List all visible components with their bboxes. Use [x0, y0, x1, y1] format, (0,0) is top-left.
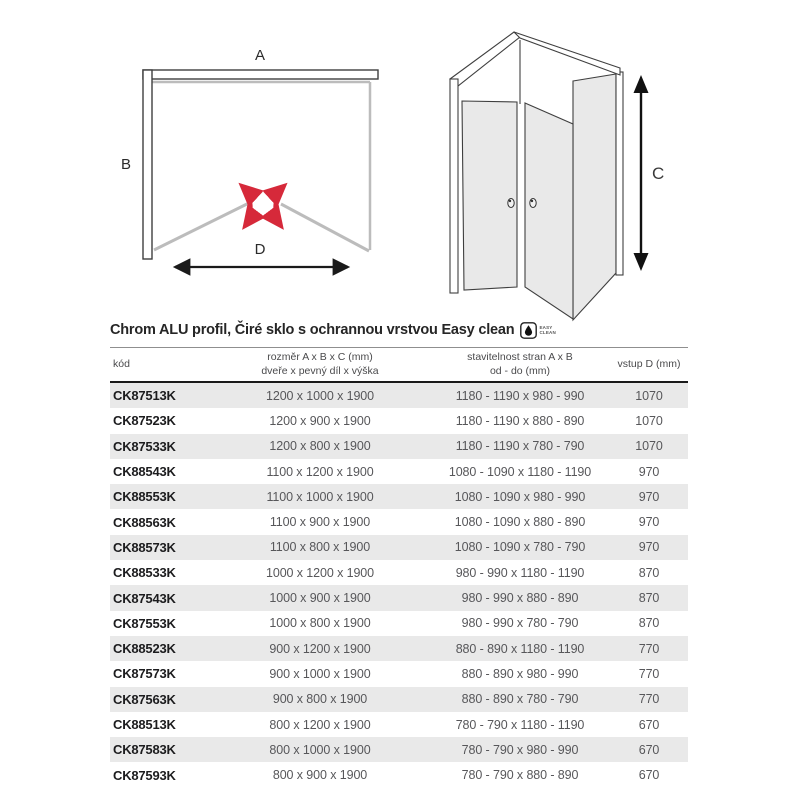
- cell-size: 1200 x 900 x 1900: [269, 413, 371, 428]
- left-wall-profile: [143, 70, 152, 259]
- cell-size: 1100 x 1200 x 1900: [266, 464, 374, 479]
- cell-code: CK87593K: [113, 767, 176, 783]
- cell-entry: 770: [638, 641, 660, 656]
- table-row: [110, 560, 688, 585]
- cell-size: 900 x 1200 x 1900: [269, 641, 371, 656]
- cell-adjust: 980 - 990 x 780 - 790: [461, 616, 579, 631]
- door-handle-left-dot: [509, 200, 511, 202]
- cell-entry: 670: [638, 717, 660, 732]
- side-panel: [573, 74, 616, 320]
- easy-clean-badge-text: [539, 325, 556, 335]
- cell-code: CK87563K: [113, 691, 176, 707]
- table-row: [110, 509, 688, 534]
- page-title: Chrom ALU profil, Čiré sklo s ochrannou vrstvou Easy clean: [110, 322, 515, 338]
- label-b: B: [120, 156, 132, 173]
- cell-size: 1100 x 900 x 1900: [269, 515, 371, 530]
- cell-code: CK87583K: [113, 742, 176, 758]
- cell-code: CK88513K: [113, 717, 176, 732]
- cell-code: CK87553K: [113, 615, 176, 631]
- cell-adjust: 980 - 990 x 880 - 890: [461, 591, 579, 606]
- door-handle-right-dot: [531, 200, 533, 202]
- cell-adjust: 1080 - 1090 x 780 - 790: [454, 540, 586, 555]
- table-row: [110, 762, 688, 787]
- cell-entry: 770: [638, 666, 660, 681]
- table-row: [110, 408, 688, 433]
- cell-adjust: 1080 - 1090 x 1180 - 1190: [448, 464, 592, 479]
- cell-size: 1100 x 1000 x 1900: [266, 489, 374, 504]
- header-adjustability-line2: od - do (mm): [489, 364, 551, 377]
- cell-adjust: 880 - 890 x 1180 - 1190: [455, 641, 585, 656]
- front-view-diagram: [430, 18, 670, 340]
- water-drop-icon: [520, 322, 537, 339]
- header-size-line1: rozměr A x B x C (mm): [267, 350, 373, 363]
- cell-entry: 970: [638, 515, 660, 530]
- cell-entry: 670: [638, 742, 660, 757]
- table-row: [110, 434, 688, 459]
- cell-entry: 1070: [635, 413, 663, 428]
- cell-adjust: 1180 - 1190 x 980 - 990: [455, 388, 585, 403]
- cell-entry: 970: [638, 464, 660, 479]
- cell-adjust: 1080 - 1090 x 980 - 990: [454, 489, 586, 504]
- easy-clean-badge: [520, 322, 556, 339]
- cell-adjust: 1080 - 1090 x 880 - 890: [454, 515, 586, 530]
- spec-table: [110, 347, 688, 788]
- cell-code: CK87573K: [113, 666, 176, 682]
- door-right-line: [281, 204, 369, 251]
- header-adjustability-line1: stavitelnost stran A x B: [467, 350, 573, 363]
- left-profile: [450, 79, 458, 293]
- label-a: A: [254, 47, 266, 64]
- table-row: [110, 535, 688, 560]
- cell-code: CK88543K: [113, 464, 176, 480]
- cell-size: 900 x 1000 x 1900: [269, 666, 371, 681]
- dimension-c-arrowhead-bottom: [634, 253, 649, 271]
- header-size: [210, 351, 430, 378]
- cell-size: 900 x 800 x 1900: [272, 692, 368, 707]
- cell-code: CK87513K: [113, 388, 176, 404]
- header-size-line2: dveře x pevný díl x výška: [261, 364, 379, 377]
- cell-code: CK88563K: [113, 514, 176, 530]
- cell-code: CK87533K: [113, 438, 176, 454]
- cell-code: CK88533K: [113, 565, 176, 581]
- cell-adjust: 880 - 890 x 780 - 790: [461, 692, 579, 707]
- door-handle-right-icon: [530, 199, 536, 208]
- header-entry: vstup D (mm): [617, 357, 681, 370]
- table-row: [110, 484, 688, 509]
- cell-adjust: 780 - 790 x 880 - 890: [461, 768, 579, 783]
- top-frame-left: [450, 32, 520, 86]
- title-row: [110, 319, 710, 341]
- label-d: D: [254, 241, 266, 258]
- cell-code: CK88553K: [113, 489, 176, 505]
- cell-code: CK88573K: [113, 539, 176, 555]
- cell-code: CK87543K: [113, 590, 176, 606]
- cell-adjust: 1180 - 1190 x 880 - 890: [455, 413, 585, 428]
- door-handle-left-icon: [508, 199, 514, 208]
- door-right-panel: [525, 103, 573, 319]
- header-adjustability: [430, 351, 610, 378]
- cell-code: CK88523K: [113, 641, 176, 657]
- dimension-c-arrowhead-top: [634, 75, 649, 93]
- cell-size: 1200 x 800 x 1900: [269, 439, 371, 454]
- cell-entry: 970: [638, 489, 660, 504]
- door-left-panel: [462, 101, 517, 290]
- cell-entry: 670: [638, 768, 660, 783]
- cell-adjust: 780 - 790 x 1180 - 1190: [455, 717, 585, 732]
- right-profile: [616, 72, 623, 275]
- table-body: [110, 383, 688, 788]
- table-header: [110, 347, 688, 383]
- cell-code: CK87523K: [113, 413, 176, 429]
- cell-entry: 870: [638, 565, 660, 580]
- header-code: kód: [113, 357, 130, 370]
- cell-size: 1000 x 1200 x 1900: [265, 565, 374, 580]
- table-row: [110, 459, 688, 484]
- easy-clean-line2: CLEAN: [539, 330, 556, 335]
- door-left-line: [154, 203, 249, 250]
- label-c: C: [652, 164, 665, 183]
- cell-entry: 1070: [635, 439, 663, 454]
- top-wall-profile: [143, 70, 378, 79]
- table-row: [110, 611, 688, 636]
- table-row: [110, 687, 688, 712]
- cell-size: 1100 x 800 x 1900: [269, 540, 371, 555]
- easy-clean-line1: EASY: [539, 324, 553, 330]
- table-row: [110, 661, 688, 686]
- cell-size: 1000 x 800 x 1900: [269, 616, 371, 631]
- table-row: [110, 636, 688, 661]
- cell-entry: 1070: [635, 388, 663, 403]
- table-row: [110, 585, 688, 610]
- table-row: [110, 383, 688, 408]
- cell-size: 1200 x 1000 x 1900: [265, 388, 374, 403]
- cell-size: 800 x 1000 x 1900: [269, 742, 371, 757]
- cell-entry: 870: [638, 591, 660, 606]
- cell-entry: 770: [638, 692, 660, 707]
- cell-size: 1000 x 900 x 1900: [269, 591, 371, 606]
- table-row: [110, 737, 688, 762]
- top-frame-right: [514, 32, 620, 75]
- cell-adjust: 880 - 890 x 980 - 990: [461, 666, 579, 681]
- cell-adjust: 980 - 990 x 1180 - 1190: [455, 565, 585, 580]
- cell-size: 800 x 900 x 1900: [272, 768, 368, 783]
- top-view-diagram: [112, 38, 384, 290]
- table-row: [110, 712, 688, 737]
- cell-entry: 970: [638, 540, 660, 555]
- cell-adjust: 780 - 790 x 980 - 990: [461, 742, 579, 757]
- cell-adjust: 1180 - 1190 x 780 - 790: [455, 439, 585, 454]
- cell-size: 800 x 1200 x 1900: [269, 717, 371, 732]
- cell-entry: 870: [638, 616, 660, 631]
